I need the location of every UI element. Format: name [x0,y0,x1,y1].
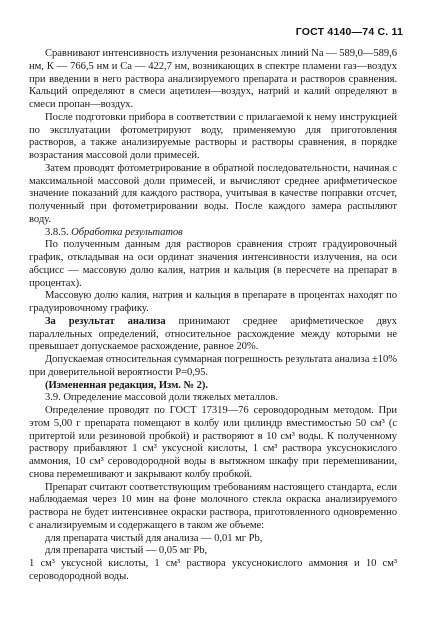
section-number: 3.8.5. [45,226,69,238]
result-rest: принимают среднее арифметическое двух параллельных определений, относительное расхождение между которыми не превышает допускаемое расхождение, равное 20%. [29,315,397,353]
page-header: ГОСТ 4140—74 С. 11 [295,26,403,38]
paragraph-error: Допускаемая относительная суммарная погрешность результата анализа ±10% при доверительной вероятности Р=0,95. [29,354,397,378]
paragraph-photometry: Затем проводят фотометрирование в обратной последовательности, начиная с максимальной массовой доли примесей, и вычисляют среднее арифметическое значение показаний для каждого раствора, учитывая в качестве поправки отсчет, полученный при фотометрировании воды. После каждого замера распыляют воду. [29,162,397,225]
list-item: для препарата чистый — 0,05 мг Pb, [45,545,208,557]
paragraph-final: 1 см³ уксусной кислоты, 1 см³ раствора уксуснокислого аммония и 10 см³ сероводородной воды. [29,558,397,582]
edition-note: (Измененная редакция, Изм. № 2). [45,379,208,391]
paragraph-requirements: Препарат считают соответствующим требованиям настоящего стандарта, если наблюдаемая через 10 мин на фоне молочного стекла окраска анализируемого раствора не будет интенсивнее окраски раствора, приготовленного одновременно с анализируемым и содержащего в таком же объеме: [29,481,397,531]
paragraph-mass-fraction: Массовую долю калия, натрия и кальция в препарате в процентах находят по градуировочному графику. [29,290,397,314]
section-title: Определение массовой доли тяжелых металлов. [63,392,278,404]
paragraph-calibration: По полученным данным для растворов сравнения строят градуировочный график, откладывая на оси ординат значения интенсивности излучения, на оси абсцисс — массовую долю калия, натрия и кальция (в пересчете на препарат в процентах). [29,239,397,289]
section-number: 3.9. [45,392,61,404]
list-item: для препарата чистый для анализа — 0,01 мг Pb, [45,532,263,544]
result-lead: За результат анализа [45,315,166,327]
section-heading-3-9 [29,392,397,405]
document-body [29,48,397,584]
section-heading-3-8-5 [29,227,397,240]
paragraph-result [29,316,397,354]
paragraph-resonance-lines: Сравнивают интенсивность излучения резонансных линий Na — 589,0—589,6 нм, К — 766,5 нм и Са — 422,7 нм, возникающих в спектре пламени газ—воздух при введении в него раствора анализируемого препарата и растворов сравнения. Кальций определяют в смеси ацетилен—воздух, натрий и калий определяют в смеси пропан—воздух. [29,48,397,110]
section-title: Обработка результатов [71,226,183,238]
paragraph-method: Определение проводят по ГОСТ 17319—76 сероводородным методом. При этом 5,00 г препарата помещают в колбу или цилиндр вместимостью 50 см³ (с притертой или резиновой пробкой) и растворяют в 10 см³ воды. К полученному раствору прибавляют 1 см³ уксусной кислоты, 1 см³ раствора уксуснокислого аммония, 10 см³ сероводородной воды в вытяжном шкафу при перемешивании, снова перемешивают и закрывают колбу пробкой. [29,405,397,480]
paragraph-instrument-prep: После подготовки прибора в соответствии с прилагаемой к нему инструкцией по эксплуатации фотометрируют воду, применяемую для приготовления растворов, а также анализируемые растворы и растворы сравнения, в порядке возрастания массовой доли примесей. [29,111,397,161]
